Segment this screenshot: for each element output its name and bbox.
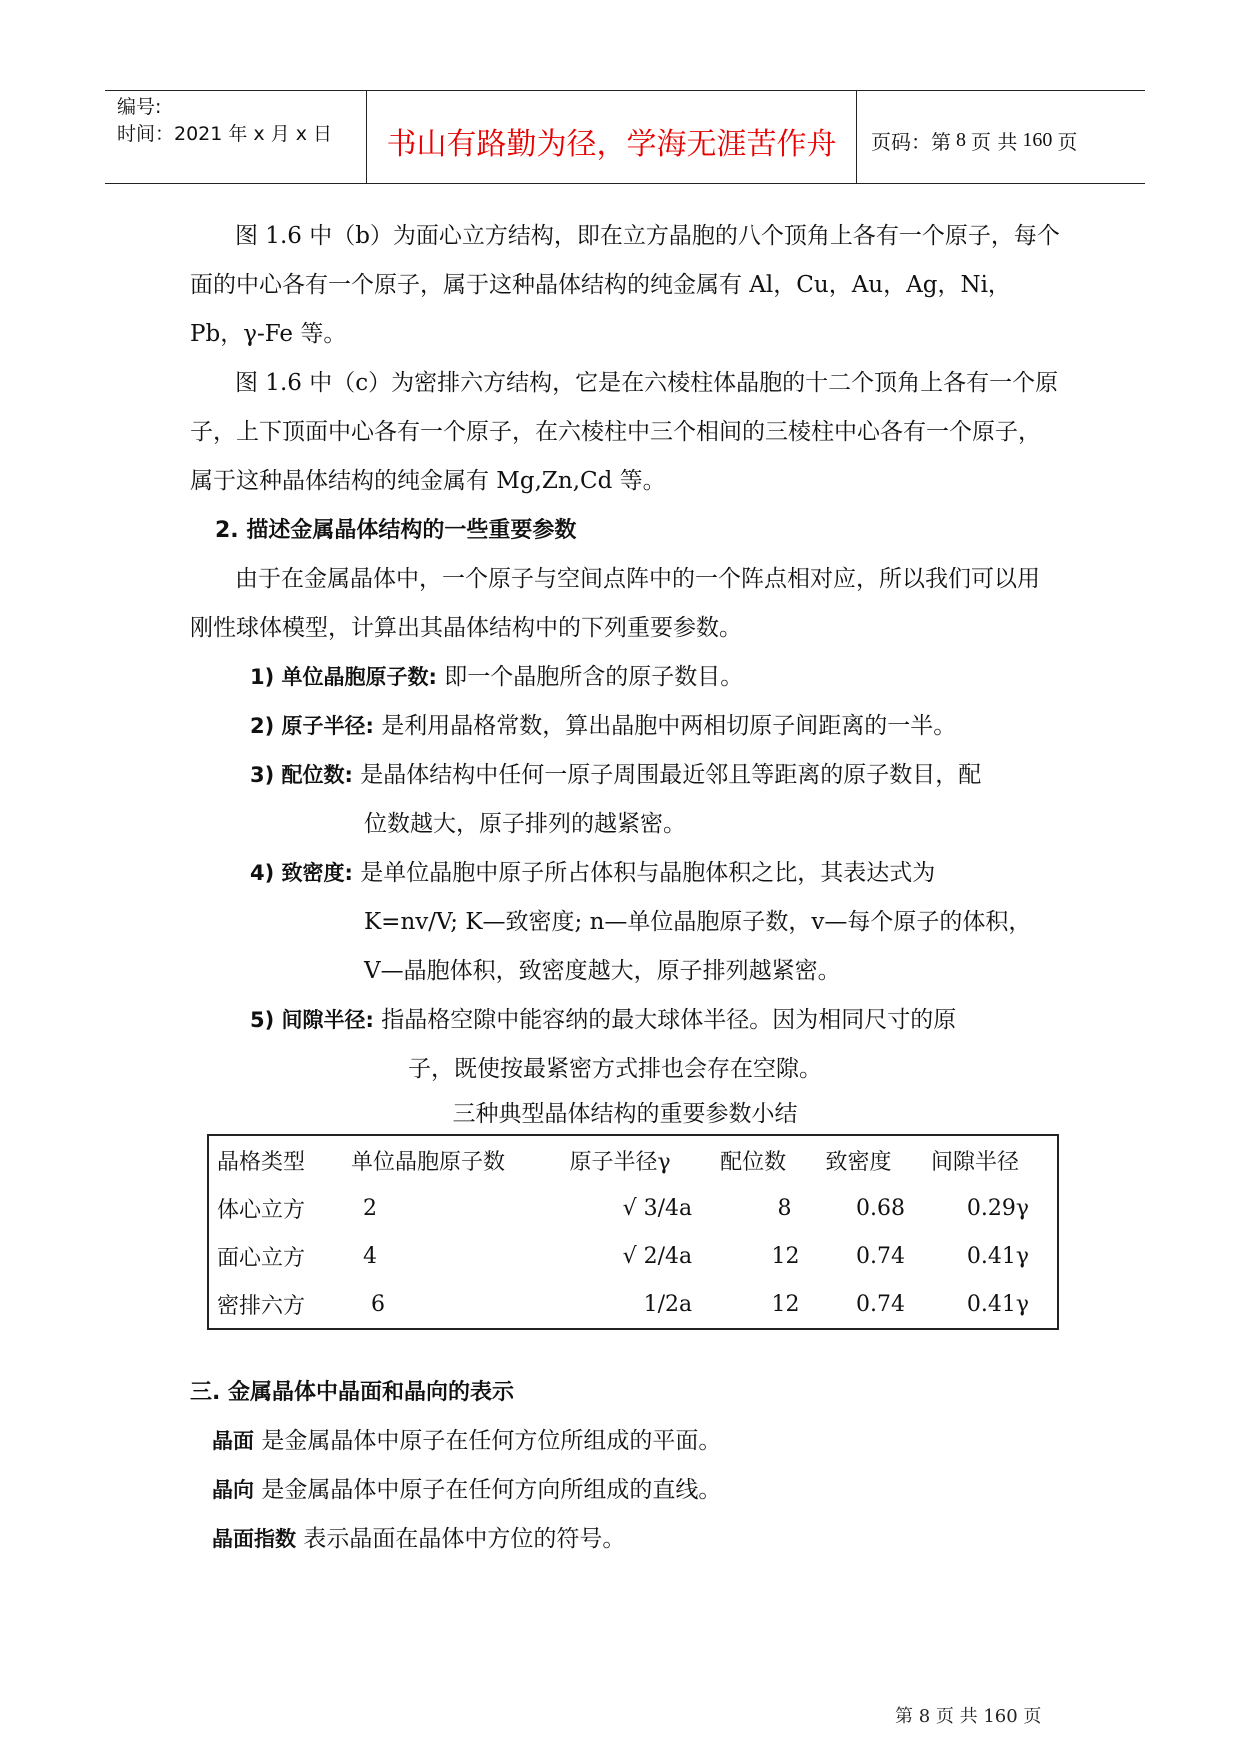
table-cell: √ 2/4a bbox=[622, 1243, 693, 1269]
table-cell: 4 bbox=[362, 1243, 377, 1269]
table-cell: 6 bbox=[370, 1291, 385, 1317]
table-cell: 8 bbox=[777, 1195, 792, 1221]
table-row bbox=[208, 1280, 1058, 1329]
table-row bbox=[208, 1184, 1058, 1232]
table-cell: 12 bbox=[771, 1243, 800, 1269]
param-item-text: 是晶体结构中任何一原子周围最近邻且等距离的原子数目，配 bbox=[360, 762, 982, 788]
page-footer: 第 8 页 共 160 页 bbox=[895, 1706, 1042, 1727]
definition-text: 是金属晶体中原子在任何方位所组成的平面。 bbox=[261, 1428, 722, 1454]
param-item-label: 1) 单位晶胞原子数: bbox=[250, 665, 437, 689]
definition-text: 是金属晶体中原子在任何方向所组成的直线。 bbox=[261, 1477, 722, 1503]
table-header-cell: 致密度 bbox=[825, 1149, 892, 1175]
document-body bbox=[190, 212, 1060, 1564]
table-row bbox=[208, 1232, 1058, 1280]
definition-term: 晶面指数 bbox=[212, 1527, 296, 1551]
header-motto: 书山有路勤为径，学海无涯苦作舟 bbox=[367, 91, 857, 183]
table-header-cell: 单位晶胞原子数 bbox=[350, 1149, 505, 1175]
table-cell: 0.74 bbox=[855, 1291, 905, 1317]
param-item-label: 5) 间隙半径: bbox=[250, 1008, 374, 1032]
param-item-text: 是利用晶格常数，算出晶胞中两相切原子间距离的一半。 bbox=[381, 713, 957, 739]
table-header-row bbox=[208, 1135, 1058, 1184]
definition-term: 晶面 bbox=[212, 1429, 254, 1453]
table-cell: 2 bbox=[362, 1195, 377, 1221]
page-total: 160 bbox=[1022, 128, 1053, 151]
param-item-radius bbox=[250, 702, 1060, 751]
definition-plane-index bbox=[212, 1515, 1060, 1564]
table-header-cell: 晶格类型 bbox=[217, 1149, 306, 1175]
param-item-label: 2) 原子半径: bbox=[250, 714, 374, 738]
table-cell: 0.41γ bbox=[966, 1243, 1029, 1269]
table-cell: 0.41γ bbox=[966, 1291, 1029, 1317]
page-label-suffix: 页 bbox=[1057, 129, 1078, 154]
params-table bbox=[207, 1134, 1059, 1330]
definition-text: 表示晶面在晶体中方位的符号。 bbox=[303, 1526, 626, 1552]
page-header bbox=[105, 90, 1145, 184]
param-item-text: 指晶格空隙中能容纳的最大球体半径。因为相同尺寸的原 bbox=[381, 1007, 957, 1033]
definition-plane bbox=[212, 1417, 1060, 1466]
param-item-continuation: 位数越大，原子排列的越紧密。 bbox=[364, 811, 686, 837]
header-page-info bbox=[857, 91, 1145, 183]
param-item-continuation: K=nv/V; K—致密度; n—单位晶胞原子数，v—每个原子的体积， bbox=[364, 909, 1032, 935]
table-header-cell: 原子半径γ bbox=[569, 1149, 671, 1175]
param-item-label: 3) 配位数: bbox=[250, 763, 353, 787]
param-item-label: 4) 致密度: bbox=[250, 861, 353, 885]
header-meta bbox=[105, 91, 367, 183]
table-cell: 12 bbox=[771, 1291, 800, 1317]
page-label-prefix: 页码：第 bbox=[871, 129, 951, 154]
param-item-density bbox=[250, 849, 1060, 898]
param-item-coordination bbox=[250, 751, 1060, 800]
table-header-cell: 间隙半径 bbox=[930, 1149, 1019, 1175]
section-heading-params: 2. 描述金属晶体结构的一些重要参数 bbox=[215, 518, 577, 543]
table-cell: 0.68 bbox=[855, 1195, 905, 1221]
param-item-text: 是单位晶胞中原子所占体积与晶胞体积之比，其表达式为 bbox=[360, 860, 936, 886]
table-cell: 0.29γ bbox=[966, 1195, 1029, 1221]
page-current: 8 bbox=[956, 128, 966, 151]
header-number: 编号: bbox=[117, 96, 162, 118]
table-cell: 1/2a bbox=[643, 1291, 693, 1317]
paragraph-params-intro: 由于在金属晶体中，一个原子与空间点阵中的一个阵点相对应，所以我们可以用刚性球体模型，计算出其晶体结构中的下列重要参数。 bbox=[190, 566, 1040, 641]
table-cell: 面心立方 bbox=[217, 1245, 306, 1271]
page-label-mid: 页 共 bbox=[971, 129, 1018, 154]
definition-term: 晶向 bbox=[212, 1478, 254, 1502]
table-cell: 密排六方 bbox=[217, 1293, 306, 1319]
paragraph-fcc: 图 1.6 中（b）为面心立方结构，即在立方晶胞的八个顶角上各有一个原子，每个面的中心各有一个原子，属于这种晶体结构的纯金属有 Al，Cu，Au，Ag，Ni，Pb，γ-Fe 等。 bbox=[190, 223, 1060, 347]
table-title: 三种典型晶体结构的重要参数小结 bbox=[452, 1101, 798, 1127]
definition-direction bbox=[212, 1466, 1060, 1515]
table-cell: 体心立方 bbox=[217, 1197, 306, 1223]
param-item-continuation: V—晶胞体积，致密度越大，原子排列越紧密。 bbox=[364, 958, 841, 984]
header-time: 时间：2021 年 x 月 x 日 bbox=[117, 123, 333, 145]
param-item-continuation: 子，既使按最紧密方式排也会存在空隙。 bbox=[408, 1056, 822, 1082]
spacer bbox=[190, 1330, 1060, 1368]
param-item-atoms bbox=[250, 653, 1060, 702]
paragraph-hcp: 图 1.6 中（c）为密排六方结构，它是在六棱柱体晶胞的十二个顶角上各有一个原子，上下顶面中心各有一个原子，在六棱柱中三个相间的三棱柱中心各有一个原子，属于这种晶体结构的纯金属有 Mg,Zn,Cd 等。 bbox=[190, 370, 1059, 494]
table-cell: 0.74 bbox=[855, 1243, 905, 1269]
param-item-gap-radius bbox=[250, 996, 1060, 1045]
table-header-cell: 配位数 bbox=[720, 1149, 787, 1175]
section-heading-planes: 三. 金属晶体中晶面和晶向的表示 bbox=[190, 1380, 515, 1405]
param-item-text: 即一个晶胞所含的原子数目。 bbox=[444, 664, 744, 690]
table-cell: √ 3/4a bbox=[622, 1195, 693, 1221]
